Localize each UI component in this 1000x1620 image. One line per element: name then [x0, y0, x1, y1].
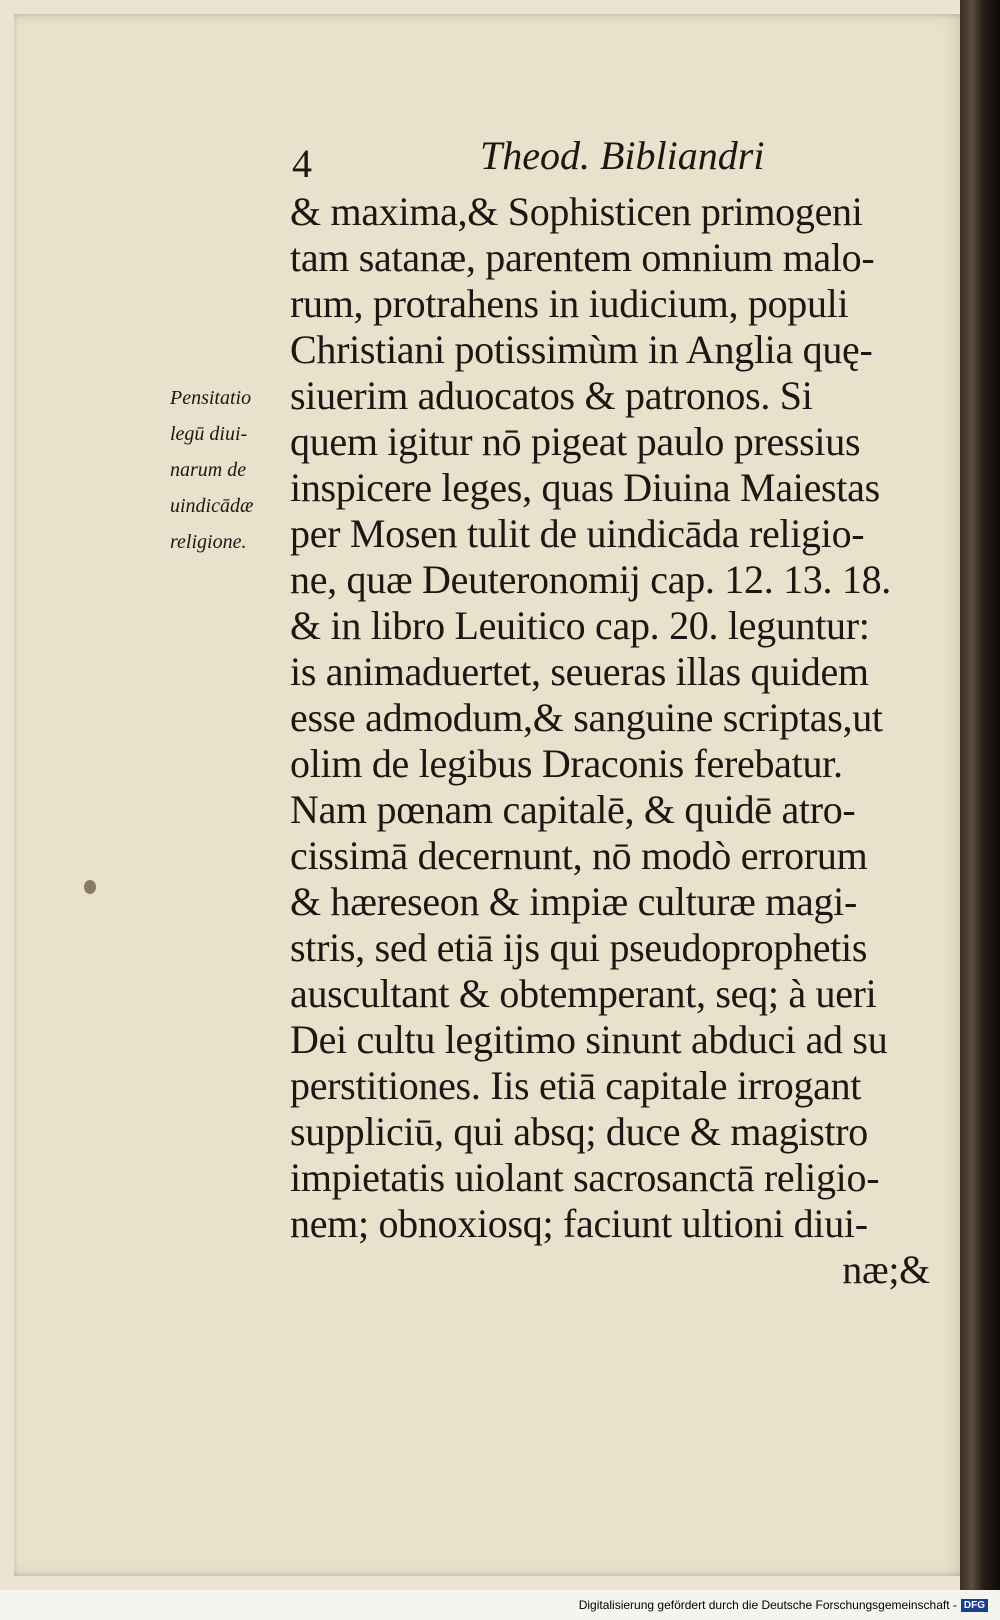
text-line: Nam pœnam capitalē, & quidē atro-: [290, 787, 856, 832]
text-line: is animaduertet, seueras illas quidem: [290, 649, 869, 694]
marginal-note: [170, 380, 300, 560]
running-head: Theod. Bibliandri: [480, 133, 765, 178]
text-line: & maxima,& Sophisticen primogeni: [290, 189, 863, 234]
dfg-logo: DFG: [961, 1599, 988, 1612]
book-spine-edge: [960, 0, 1000, 1590]
text-line: per Mosen tulit de uindicāda religio-: [290, 511, 865, 556]
text-line: olim de legibus Draconis ferebatur.: [290, 741, 843, 786]
text-line: Dei cultu legitimo sinunt abduci ad su: [290, 1017, 888, 1062]
text-line: rum, protrahens in iudicium, populi: [290, 281, 849, 326]
text-line: stris, sed etiā ijs qui pseudoprophetis: [290, 925, 868, 970]
marginal-note-line: narum de: [170, 459, 247, 481]
text-line: inspicere leges, quas Diuina Maiestas: [290, 465, 880, 510]
text-line: suppliciū, qui absq; duce & magistro: [290, 1109, 869, 1154]
text-line: & in libro Leuitico cap. 20. leguntur:: [290, 603, 870, 648]
paper-blemish: [84, 880, 96, 894]
text-line: siuerim aduocatos & patronos. Si: [290, 373, 813, 418]
text-line: quem igitur nō pigeat paulo pressius: [290, 419, 861, 464]
marginal-note-line: legū diui-: [170, 423, 248, 445]
marginal-note-line: uindicādæ: [170, 495, 254, 517]
credit-text: Digitalisierung gefördert durch die Deutsche Forschungsgemeinschaft -: [578, 1598, 957, 1612]
text-line: Christiani potissimùm in Anglia quę-: [290, 327, 873, 372]
text-line: perstitiones. Iis etiā capitale irrogant: [290, 1063, 862, 1108]
catchword: næ;&: [842, 1247, 930, 1292]
marginal-note-line: religione.: [170, 531, 247, 553]
marginal-note-line: Pensitatio: [170, 387, 252, 409]
text-line: ne, quæ Deuteronomij cap. 12. 13. 18.: [290, 557, 892, 602]
page-number: 4: [292, 141, 312, 186]
text-line: tam satanæ, parentem omnium malo-: [290, 235, 875, 280]
digitization-credit: [579, 1598, 988, 1612]
text-line: impietatis uiolant sacrosanctā religio-: [290, 1155, 880, 1200]
text-line: nem; obnoxiosq; faciunt ultioni diui-: [290, 1201, 868, 1246]
text-line: auscultant & obtemperant, seq; à ueri: [290, 971, 877, 1016]
text-line: cissimā decernunt, nō modò errorum: [290, 833, 868, 878]
text-line: esse admodum,& sanguine scriptas,ut: [290, 695, 883, 740]
text-line: & hæreseon & impiæ culturæ magi-: [290, 879, 858, 924]
